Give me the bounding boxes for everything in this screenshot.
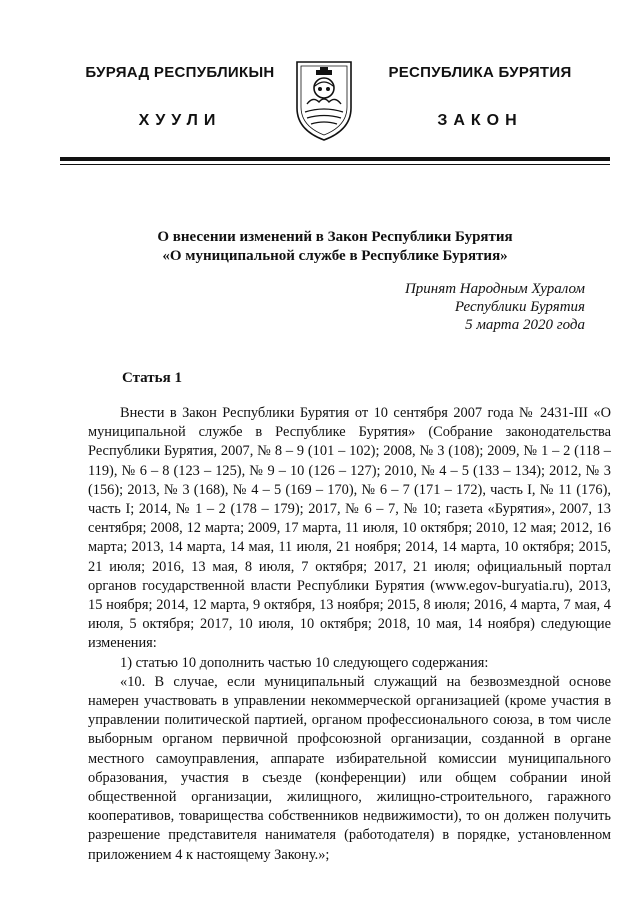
header-right-document-type: ЗАКОН: [437, 112, 523, 129]
header-divider-thick: [60, 157, 610, 161]
adoption-note-line-2: Республики Бурятия: [454, 299, 585, 315]
article-body: [88, 404, 611, 865]
article-heading: Статья 1: [122, 370, 182, 386]
article-paragraph-3: «10. В случае, если муниципальный служащий на безвозмездной основе намерен участвовать в управлении некоммерческой организацией (кроме участия в управлении политической партией, органом профессионального союза, в том числе выборным органом первичной профсоюзной организации, созданной в органе местного самоуправления, аппарате избирательной комиссии муниципального образования, участия в съезде (конференции) или общем собрании иной общественной организации, жилищного, жилищно-строительного, гаражного кооперативов, товарищества собственников недвижимости), то он должен получить разрешение представителя нанимателя (работодателя) в порядке, установленном приложением 4 к настоящему Закону.»;: [88, 673, 611, 863]
adoption-note-line-1: Принят Народным Хуралом: [404, 281, 585, 297]
article-paragraph-1: Внести в Закон Республики Бурятия от 10 сентября 2007 года № 2431-III «О муниципальной службе в Республике Бурятия» (Собрание законодательства Республики Бурятия, 2007, № 8 – 9 (101 – 102); 2008, № 3 (108); 2009, № 1 – 2 (118 – 119), № 6 – 8 (123 – 125), № 9 – 10 (126 – 127); 2010, № 4 – 5 (133 – 134); 2012, № 3 (156); 2013, № 3 (168), № 4 – 5 (169 – 170), № 6 – 7 (171 – 172), часть I, № 11 (176), часть I; 2014, № 1 – 2 (178 – 179); 2017, № 6 – 7, № 10; газета «Бурятия», 2007, 13 сентября; 2008, 12 марта; 2009, 17 марта, 11 июля, 10 октября; 2010, 12 мая; 2012, 16 марта; 2013, 14 марта, 14 мая, 11 июля, 21 ноября; 2014, 14 марта, 10 октября; 2015, 21 июля; 2016, 13 мая, 8 июля, 7 октября; 2017, 21 июля; официальный портал органов государственной власти Республики Бурятия (www.egov-buryatia.ru), 2013, 15 ноября; 2014, 12 марта, 9 октября, 13 ноября; 2015, 8 июля; 2016, 4 марта, 7 мая, 4 июля, 5 октября; 2017, 10 июля, 10 октября; 2018, 10 мая, 14 ноября) следующие изменения:: [88, 405, 611, 652]
header-divider-thin: [60, 164, 610, 165]
buryatia-coat-of-arms-icon: [293, 56, 355, 142]
header-right-republic-name: РЕСПУБЛИКА БУРЯТИЯ: [388, 64, 572, 81]
law-title-line-1: О внесении изменений в Закон Республики Бурятия: [157, 229, 513, 245]
header-left-document-type: ХУУЛИ: [138, 112, 222, 129]
adoption-date: 5 марта 2020 года: [465, 317, 585, 333]
law-title-line-2: «О муниципальной службе в Республике Бурятия»: [162, 248, 508, 264]
header-left-republic-name: БУРЯАД РЕСПУБЛИКЫН: [85, 64, 275, 81]
article-paragraph-2: 1) статью 10 дополнить частью 10 следующего содержания:: [120, 654, 489, 671]
